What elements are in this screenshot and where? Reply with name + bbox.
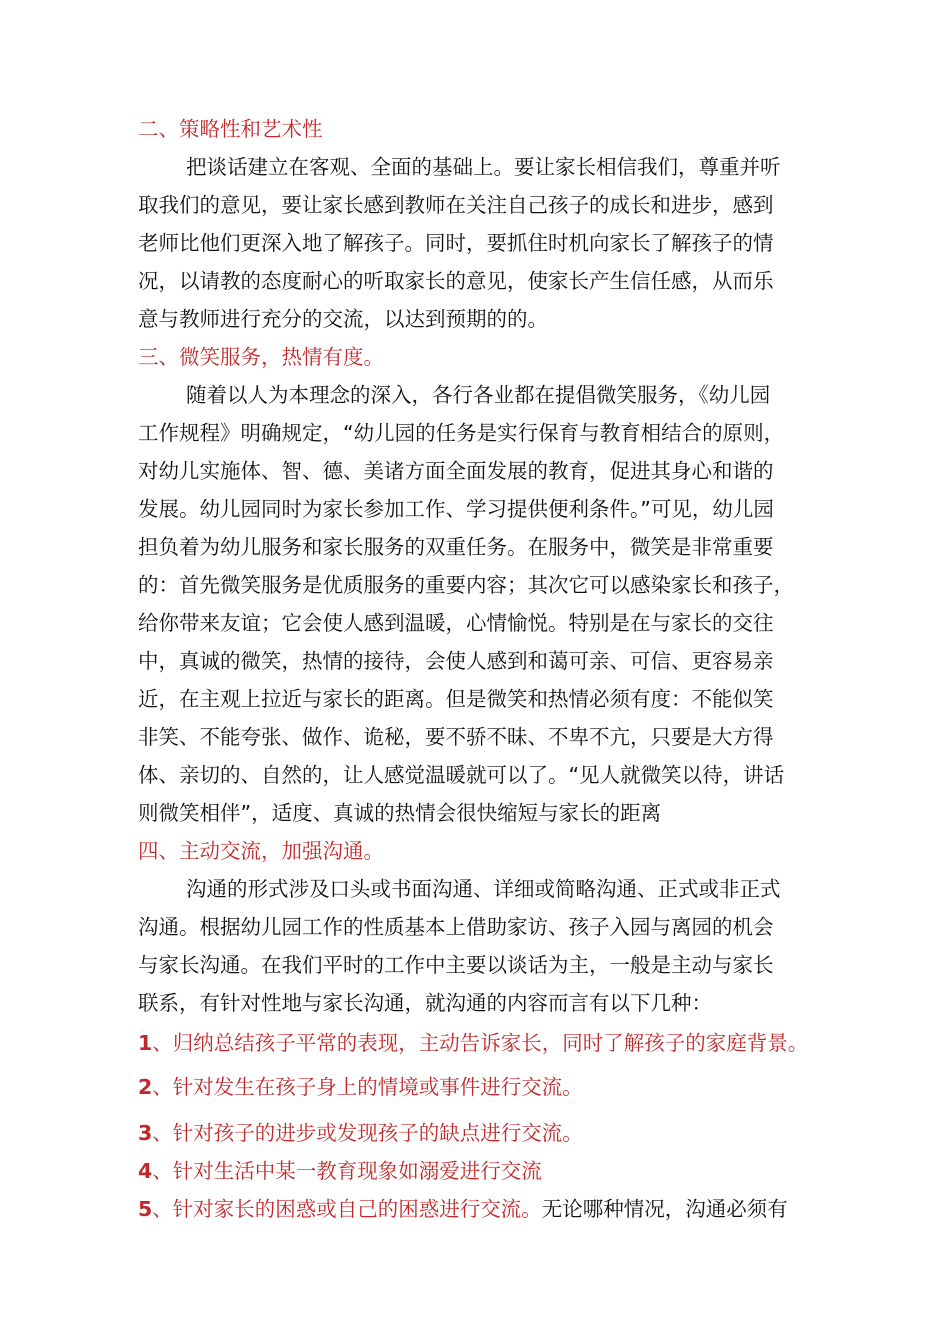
list-item-text: 、针对家长的困惑或自己的困惑进行交流。 <box>152 1197 542 1221</box>
list-item-number: 2 <box>138 1075 153 1099</box>
paragraph-line: 把谈话建立在客观、全面的基础上。要让家长相信我们，尊重并听 <box>186 155 781 179</box>
paragraph-line: 联系，有针对性地与家长沟通，就沟通的内容而言有以下几种： <box>138 991 712 1015</box>
list-item-text: 、针对孩子的进步或发现孩子的缺点进行交流。 <box>152 1121 583 1145</box>
list-item <box>138 1195 788 1223</box>
section-heading-2: 二、策略性和艺术性 <box>138 117 323 141</box>
section-heading-3: 三、微笑服务，热情有度。 <box>138 345 384 369</box>
list-item-tail: 无论哪种情况，沟通必须有 <box>541 1197 788 1221</box>
paragraph-line: 沟通的形式涉及口头或书面沟通、详细或简略沟通、正式或非正式 <box>186 877 781 901</box>
paragraph-line: 的：首先微笑服务是优质服务的重要内容；其次它可以感染家长和孩子， <box>138 573 794 597</box>
paragraph-line: 给你带来友谊；它会使人感到温暖，心情愉悦。特别是在与家长的交往 <box>138 611 774 635</box>
list-item <box>138 1157 542 1185</box>
paragraph-line: 则微笑相伴”，适度、真诚的热情会很快缩短与家长的距离 <box>138 801 662 825</box>
paragraph-line: 况，以请教的态度耐心的听取家长的意见，使家长产生信任感，从而乐 <box>138 269 774 293</box>
list-item-number: 1 <box>138 1031 153 1055</box>
paragraph-line: 老师比他们更深入地了解孩子。同时，要抓住时机向家长了解孩子的情 <box>138 231 774 255</box>
list-item-text: 、针对发生在孩子身上的情境或事件进行交流。 <box>152 1075 583 1099</box>
paragraph-line: 对幼儿实施体、智、德、美诸方面全面发展的教育，促进其身心和谐的 <box>138 459 774 483</box>
paragraph-line: 取我们的意见，要让家长感到教师在关注自己孩子的成长和进步，感到 <box>138 193 774 217</box>
list-item-text: 、归纳总结孩子平常的表现，主动告诉家长，同时了解孩子的家庭背景。 <box>152 1031 809 1055</box>
paragraph-line: 沟通。根据幼儿园工作的性质基本上借助家访、孩子入园与离园的机会 <box>138 915 774 939</box>
list-item <box>138 1073 583 1101</box>
paragraph-line: 体、亲切的、自然的，让人感觉温暖就可以了。“见人就微笑以待，讲话 <box>138 763 785 787</box>
list-item-number: 5 <box>138 1197 153 1221</box>
paragraph-line: 发展。幼儿园同时为家长参加工作、学习提供便利条件。”可见，幼儿园 <box>138 497 774 521</box>
paragraph-line: 非笑、不能夸张、做作、诡秘，要不骄不昧、不卑不亢，只要是大方得 <box>138 725 774 749</box>
paragraph-line: 工作规程》明确规定，“幼儿园的任务是实行保育与教育相结合的原则， <box>138 421 785 445</box>
list-item-number: 4 <box>138 1159 153 1183</box>
list-item <box>138 1029 808 1057</box>
list-item-text: 、针对生活中某一教育现象如溺爱进行交流 <box>152 1159 542 1183</box>
list-item <box>138 1119 583 1147</box>
paragraph-line: 担负着为幼儿服务和家长服务的双重任务。在服务中，微笑是非常重要 <box>138 535 774 559</box>
paragraph-line: 意与教师进行充分的交流，以达到预期的的。 <box>138 307 548 331</box>
paragraph-line: 与家长沟通。在我们平时的工作中主要以谈话为主，一般是主动与家长 <box>138 953 774 977</box>
paragraph-line: 随着以人为本理念的深入，各行各业都在提倡微笑服务，《幼儿园 <box>186 383 771 407</box>
paragraph-line: 中，真诚的微笑，热情的接待，会使人感到和蔼可亲、可信、更容易亲 <box>138 649 774 673</box>
list-item-number: 3 <box>138 1121 153 1145</box>
section-heading-4: 四、主动交流，加强沟通。 <box>138 839 384 863</box>
paragraph-line: 近，在主观上拉近与家长的距离。但是微笑和热情必须有度：不能似笑 <box>138 687 774 711</box>
